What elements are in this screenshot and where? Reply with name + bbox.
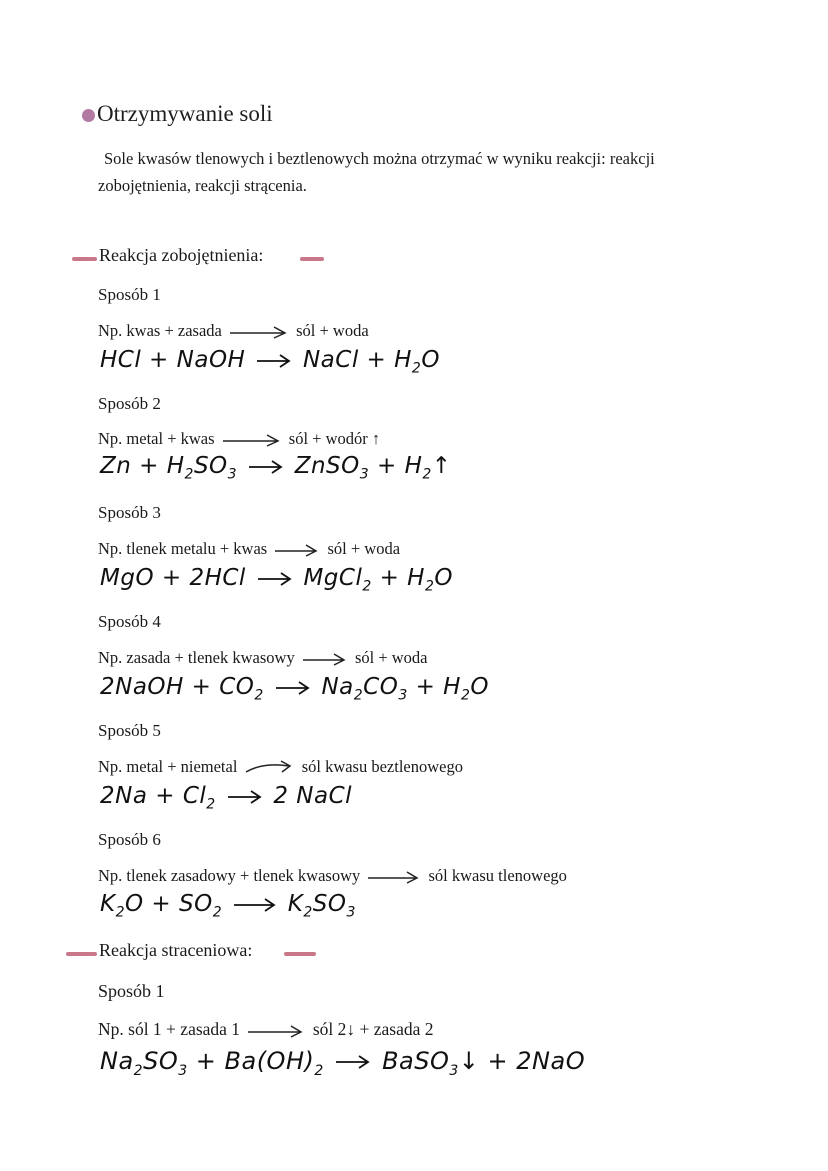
- equation: $K_2O + SO_2$ $K_2SO_3$: [100, 891, 356, 921]
- method-label: Sposób 2: [98, 394, 161, 413]
- arrow-icon: [229, 325, 289, 339]
- method-label: Sposób 6: [98, 830, 161, 849]
- method-description: [98, 321, 369, 341]
- method-description: Np. zasada + tlenek kwasowy sól + woda: [98, 648, 428, 667]
- up-arrow-icon: ↑: [431, 453, 452, 479]
- page-title: Otrzymywanie soli: [97, 101, 273, 126]
- arrow-icon: [227, 790, 263, 804]
- arrow-icon: [274, 543, 320, 557]
- section-title-precipitation: Reakcja straceniowa:: [99, 940, 253, 960]
- method-description: Np. tlenek zasadowy + tlenek kwasowy sól kwasu tlenowego: [98, 866, 567, 885]
- products-text: sól + woda: [296, 321, 369, 340]
- arrow-icon: [257, 572, 293, 586]
- equation: $2Na + Cl_2$ 2 NaCl: [100, 783, 353, 813]
- section-dash-right: [300, 257, 324, 261]
- arrow-icon: [302, 652, 348, 666]
- arrow-icon: [233, 898, 277, 912]
- down-arrow-icon: ↓: [458, 1047, 480, 1075]
- section-dash-left: [66, 952, 97, 956]
- method-description: Np. sól 1 + zasada 1 sól 2↓ + zasada 2: [98, 1019, 434, 1039]
- arrow-icon: [248, 460, 284, 474]
- arrow-icon: [222, 433, 282, 447]
- equation: 2NaOH + $CO_2$ $Na_2CO_3 + H_2O$: [100, 674, 489, 704]
- arrow-icon: [335, 1055, 371, 1069]
- arrow-icon: [367, 870, 421, 884]
- method-label: Sposób 1: [98, 285, 161, 304]
- method-label: Sposób 3: [98, 503, 161, 522]
- arrow-icon: [275, 681, 311, 695]
- equation: MgO + 2HCl MgCl$_2$ + $H_2O$: [100, 565, 454, 595]
- method-description: Np. metal + kwas sól + wodór ↑: [98, 429, 381, 448]
- equation: HCl + NaOH NaCl + $H_2O$: [100, 347, 440, 377]
- method-label: Sposób 5: [98, 721, 161, 740]
- section-dash-right: [284, 952, 316, 956]
- arrow-icon: [247, 1024, 305, 1038]
- method-description: Np. tlenek metalu + kwas sól + woda: [98, 539, 401, 558]
- section-title-neutralization: Reakcja zobojętnienia:: [99, 245, 264, 265]
- intro-paragraph: Sole kwasów tlenowych i beztlenowych można otrzymać w wyniku reakcji: reakcji zobojętnienia, reakcji strącenia.: [98, 149, 655, 195]
- method-description: Np. metal + niemetal sól kwasu beztlenowego: [98, 757, 463, 776]
- equation: $Na_2SO_3 + Ba(OH)_2$ BaSO$_3$↓ + 2NaO: [100, 1047, 586, 1079]
- bullet-dot: [82, 109, 95, 122]
- reactants-text: Np. kwas + zasada: [98, 321, 222, 340]
- equation: $Zn + H_2SO_3$ ZnSO$_3$ + $H_2↑$: [100, 453, 452, 483]
- up-arrow-icon: ↑: [367, 429, 381, 448]
- section-dash-left: [72, 257, 97, 261]
- arrow-icon: [256, 354, 292, 368]
- method-label: Sposób 4: [98, 612, 161, 631]
- down-arrow-icon: ↓: [346, 1019, 356, 1039]
- arrow-icon: [245, 760, 295, 776]
- method-label: Sposób 1: [98, 981, 165, 1001]
